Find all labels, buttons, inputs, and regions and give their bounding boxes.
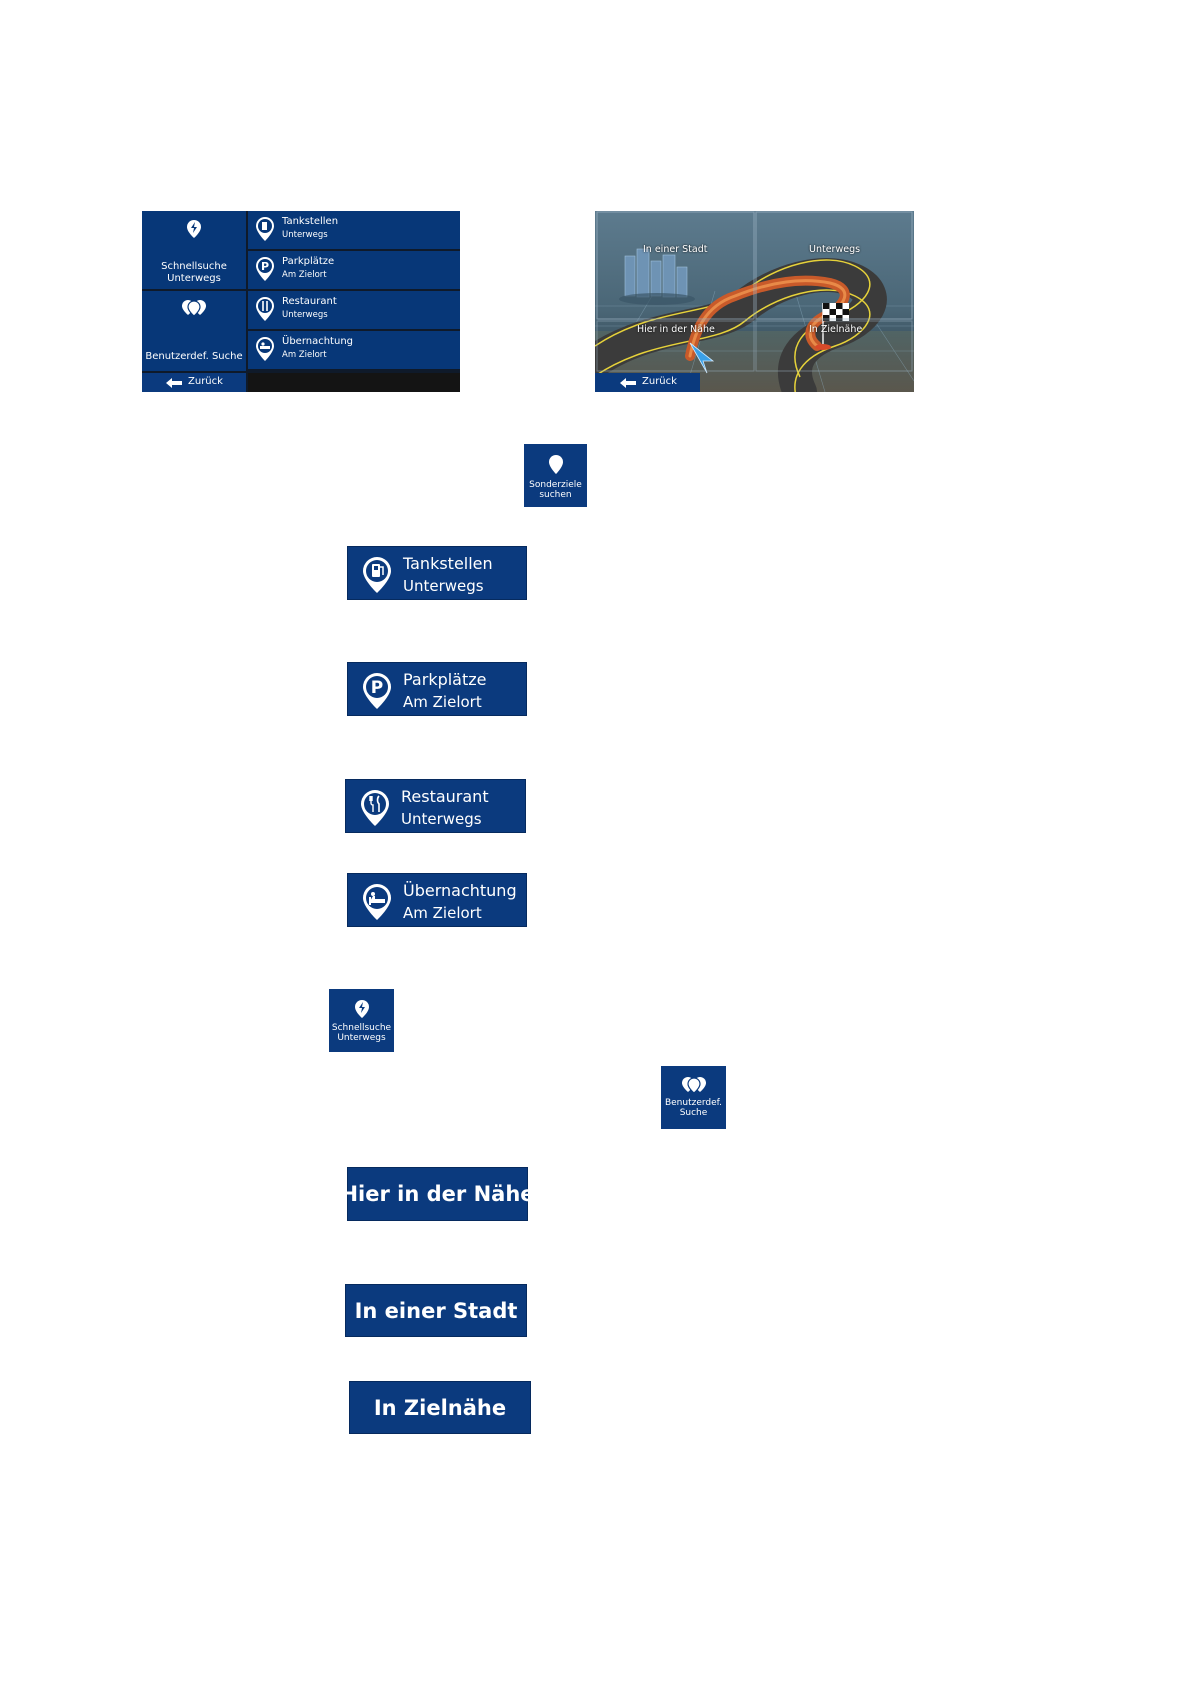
custom-search-label: Benutzerdef. Suche bbox=[145, 351, 243, 362]
quick-search-icon-button bbox=[329, 989, 394, 1052]
poi-menu-screenshot bbox=[142, 211, 460, 392]
svg-text:P: P bbox=[260, 260, 270, 273]
poi-search-label-1: Sonderziele bbox=[529, 480, 582, 490]
custom-pins-icon bbox=[180, 299, 208, 317]
back-label: Zurück bbox=[642, 376, 677, 387]
custom-search-icon-button bbox=[661, 1066, 726, 1129]
menu-item-sub: Unterwegs bbox=[282, 310, 328, 320]
quick-search-label-1: Schnellsuche bbox=[161, 261, 227, 272]
nearby-label[interactable]: Hier in der Nähe bbox=[637, 324, 715, 335]
nearby-button: Hier in der Nähe bbox=[347, 1167, 528, 1221]
near-destination-label[interactable]: In Zielnähe bbox=[809, 324, 863, 335]
button-title: Restaurant bbox=[401, 787, 489, 806]
menu-item-title: Übernachtung bbox=[282, 336, 354, 347]
en-route-label[interactable]: Unterwegs bbox=[809, 244, 861, 255]
search-area-screenshot bbox=[595, 211, 914, 392]
hotel-icon bbox=[362, 883, 392, 921]
button-sub: Unterwegs bbox=[403, 577, 484, 595]
fuel-icon bbox=[362, 556, 392, 594]
quick-search-tile[interactable] bbox=[142, 211, 246, 289]
parking-icon bbox=[362, 672, 392, 710]
footer-bar bbox=[248, 373, 460, 392]
lightning-pin-icon bbox=[185, 219, 203, 239]
menu-item-title: Parkplätze bbox=[282, 256, 335, 267]
custom-search-tile[interactable] bbox=[142, 291, 246, 371]
menu-item-sub: Am Zielort bbox=[282, 350, 327, 360]
button-sub: Unterwegs bbox=[401, 810, 482, 828]
poi-pin-icon bbox=[548, 454, 564, 476]
lightning-pin-icon bbox=[354, 999, 370, 1019]
custom-search-label-1: Benutzerdef. bbox=[664, 1098, 723, 1108]
fuel-icon bbox=[255, 216, 275, 242]
menu-item-hotel[interactable] bbox=[248, 331, 460, 369]
parking-icon bbox=[255, 256, 275, 282]
restaurant-icon bbox=[255, 296, 275, 322]
poi-search-label-2: suchen bbox=[539, 490, 572, 500]
menu-item-title: Restaurant bbox=[282, 296, 337, 307]
svg-text:P: P bbox=[370, 678, 384, 698]
menu-item-title: Tankstellen bbox=[282, 216, 339, 227]
button-sub: Am Zielort bbox=[403, 904, 482, 922]
button-sub: Am Zielort bbox=[403, 693, 482, 711]
quick-search-label-2: Unterwegs bbox=[337, 1033, 386, 1043]
poi-search-icon-button bbox=[524, 444, 587, 507]
arrow-left-icon bbox=[620, 378, 636, 388]
back-button[interactable] bbox=[595, 373, 700, 392]
in-city-label[interactable]: In einer Stadt bbox=[643, 244, 708, 255]
restaurant-button bbox=[345, 779, 526, 833]
button-title: Tankstellen bbox=[403, 554, 493, 573]
back-button[interactable] bbox=[142, 373, 246, 392]
restaurant-icon bbox=[360, 789, 390, 827]
road-scene-image bbox=[595, 211, 914, 392]
menu-item-parking[interactable] bbox=[248, 251, 460, 289]
arrow-left-icon bbox=[166, 378, 182, 388]
menu-item-sub: Am Zielort bbox=[282, 270, 327, 280]
menu-item-sub: Unterwegs bbox=[282, 230, 328, 240]
quick-search-label-2: Unterwegs bbox=[167, 273, 221, 284]
menu-item-restaurant[interactable] bbox=[248, 291, 460, 329]
hotel-icon bbox=[255, 336, 275, 362]
button-title: Parkplätze bbox=[403, 670, 487, 689]
in-city-button: In einer Stadt bbox=[345, 1284, 527, 1337]
back-label: Zurück bbox=[188, 376, 223, 387]
menu-item-fuel[interactable] bbox=[248, 211, 460, 249]
custom-pins-icon bbox=[680, 1076, 708, 1094]
parking-button bbox=[347, 662, 527, 716]
button-title: Übernachtung bbox=[403, 881, 517, 900]
fuel-button bbox=[347, 546, 527, 600]
custom-search-label-2: Suche bbox=[679, 1108, 708, 1118]
hotel-button bbox=[347, 873, 527, 927]
near-destination-button: In Zielnähe bbox=[349, 1381, 531, 1434]
quick-search-label-1: Schnellsuche bbox=[331, 1023, 392, 1033]
